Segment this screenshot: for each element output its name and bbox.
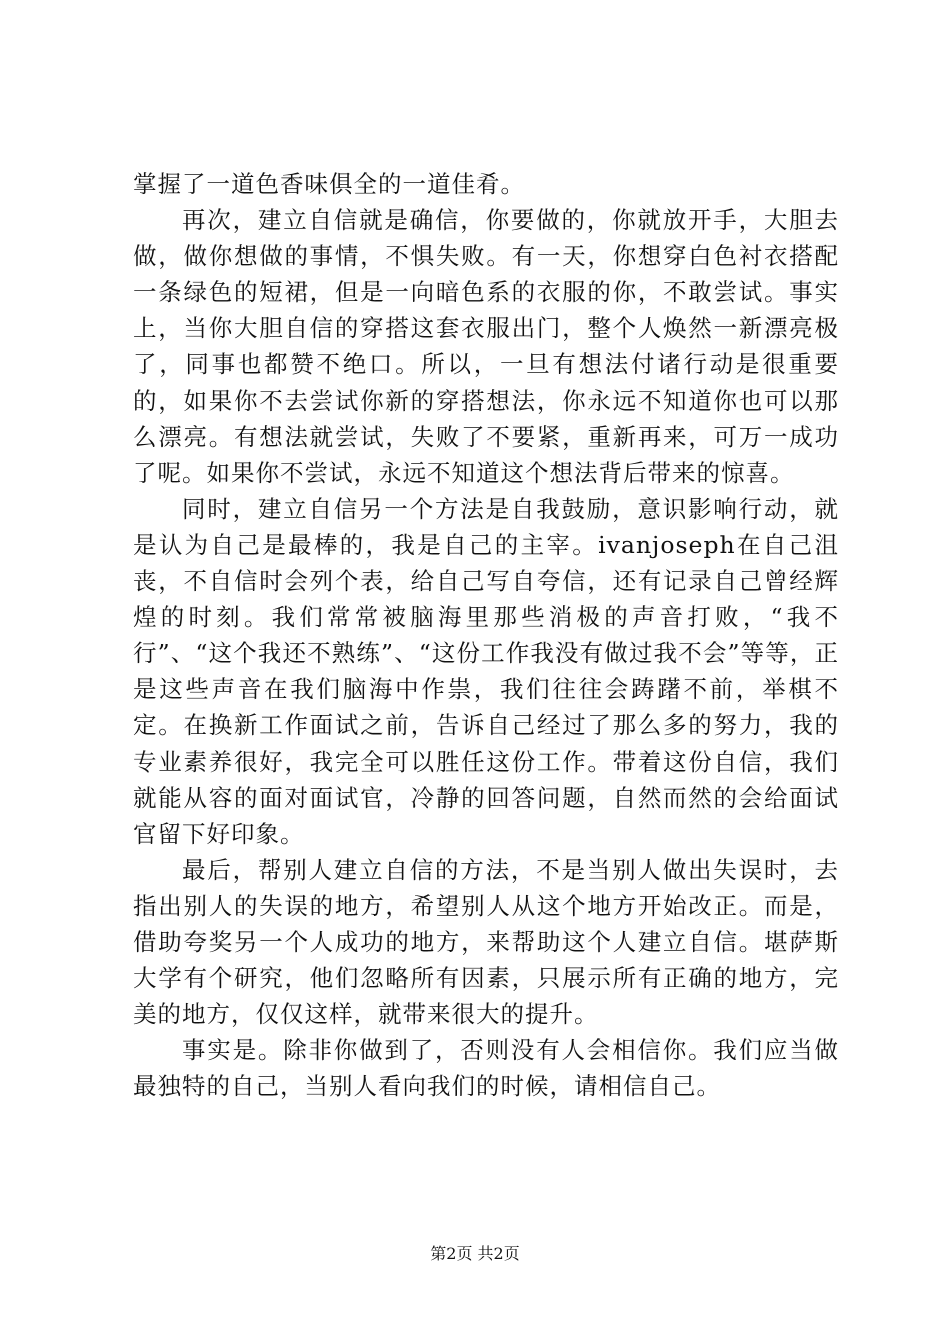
paragraph: 掌握了一道色香味俱全的一道佳肴。: [133, 170, 525, 198]
paragraph: 同时，建立自信另一个方法是自我鼓励，意识影响行动，就是认为自己是最棒的，我是自己的主宰。ivanjoseph在自己沮丧，不自信时会列个表，给自己写自夸信，还有记录自己曾经辉煌的时刻。我们常常被脑海里那些消极的声音打败，“我不行”、“这个我还不熟练”、“这份工作我没有做过我不会”等等，正是这些声音在我们脑海中作祟，我们往往会踌躇不前，举棋不定。在换新工作面试之前，告诉自己经过了那么多的努力，我的专业素养很好，我完全可以胜任这份工作。带着这份自信，我们就能从容的面对面试官，冷静的回答问题，自然而然的会给面试官留下好印象。: [133, 494, 839, 848]
paragraph: 事实是。除非你做到了，否则没有人会相信你。我们应当做最独特的自己，当别人看向我们的时候，请相信自己。: [133, 1036, 839, 1101]
document-body: [133, 166, 839, 1104]
paragraph: 最后，帮别人建立自信的方法，不是当别人做出失误时，去指出别人的失误的地方，希望别人从这个地方开始改正。而是，借助夸奖另一个人成功的地方，来帮助这个人建立自信。堪萨斯大学有个研究，他们忽略所有因素，只展示所有正确的地方，完美的地方，仅仅这样，就带来很大的提升。: [133, 855, 839, 1029]
page-footer: 第2页 共2页: [430, 1244, 520, 1263]
paragraph: 再次，建立自信就是确信，你要做的，你就放开手，大胆去做，做你想做的事情，不惧失败。有一天，你想穿白色衬衣搭配一条绿色的短裙，但是一向暗色系的衣服的你，不敢尝试。事实上，当你大胆自信的穿搭这套衣服出门，整个人焕然一新漂亮极了，同事也都赞不绝口。所以，一旦有想法付诸行动是很重要的，如果你不去尝试你新的穿搭想法，你永远不知道你也可以那么漂亮。有想法就尝试，失败了不要紧，重新再来，可万一成功了呢。如果你不尝试，永远不知道这个想法背后带来的惊喜。: [133, 206, 839, 487]
